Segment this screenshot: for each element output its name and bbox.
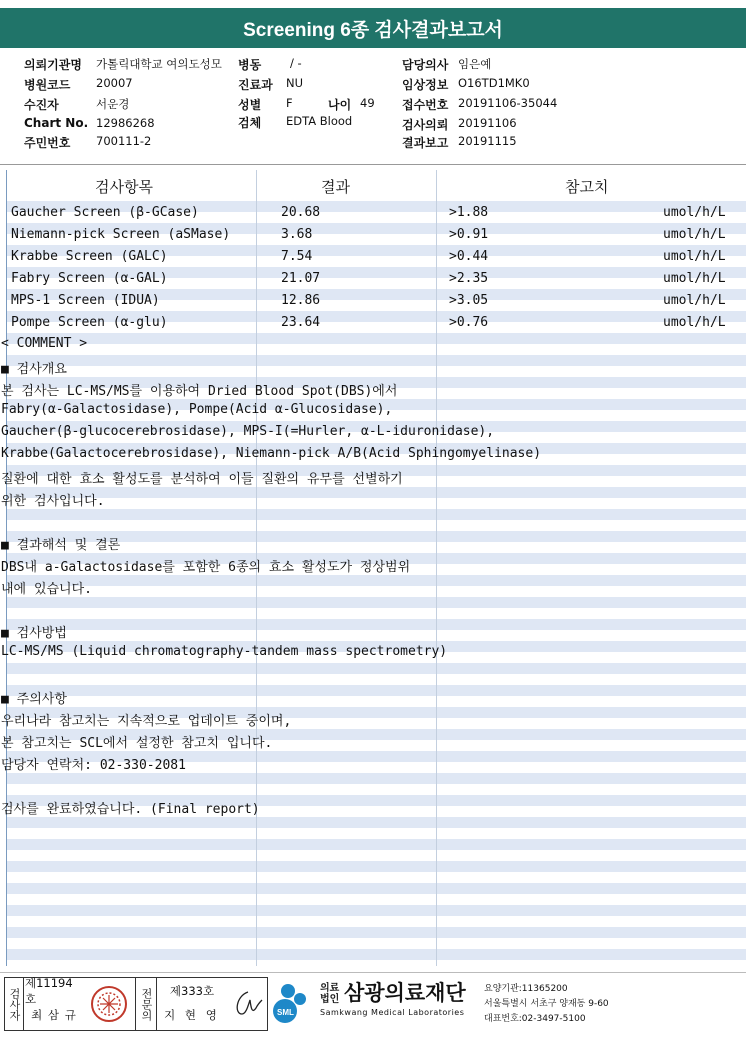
comment-line: 질환에 대한 효소 활성도를 분석하여 이들 질환의 유무를 선별하기 (1, 472, 403, 487)
tester-seal-icon (89, 984, 129, 1024)
row-stripe (7, 927, 746, 938)
report-title: Screening 6종 검사결과보고서 (0, 8, 746, 48)
comment-line: 위한 검사입니다. (1, 494, 105, 509)
org-name: 삼광의료재단 (344, 981, 466, 1005)
specialist-label: 전문의 (135, 978, 157, 1030)
test-result: 7.54 (281, 249, 313, 264)
row-stripe (7, 619, 746, 630)
results-table (1, 170, 746, 966)
test-item: Gaucher Screen (β-GCase) (11, 205, 199, 220)
comment-line: Fabry(α-Galactosidase), Pompe(Acid α-Glucosidase), (1, 402, 393, 417)
info-value-resident-no: 700111-2 (96, 134, 152, 148)
reference-unit: umol/h/L (663, 271, 726, 286)
comment-line: 담당자 연락처: 02-330-2081 (1, 758, 186, 773)
comment-line: 우리나라 참고치는 지속적으로 업데이트 중이며, (1, 714, 292, 729)
row-stripe (7, 861, 746, 872)
row-stripe (7, 575, 746, 586)
header-result: 결과 (321, 178, 350, 196)
row-stripe (7, 817, 746, 828)
signature-box (4, 977, 268, 1031)
comment-line: 검사를 완료하였습니다. (Final report) (1, 802, 260, 817)
test-result: 3.68 (281, 227, 313, 242)
test-item: MPS-1 Screen (IDUA) (11, 293, 160, 308)
reference-unit: umol/h/L (663, 315, 726, 330)
row-stripe (7, 949, 746, 960)
institution-code: 요양기관:11365200 (484, 984, 568, 994)
comment-line: 본 검사는 LC-MS/MS를 이용하여 Dried Blood Spot(DBS)에서 (1, 384, 398, 399)
reference-range: >0.44 (449, 249, 489, 264)
row-stripe (7, 597, 746, 608)
comment-line: ■ 검사개요 (1, 362, 67, 377)
comment-line: LC-MS/MS (Liquid chromatography-tandem mass spectrometry) (1, 644, 448, 659)
info-label-sex: 성별 (238, 98, 262, 112)
info-label-resident-no: 주민번호 (24, 136, 71, 150)
row-stripe (7, 509, 746, 520)
org-address: 서울특별시 서초구 양재동 9-60 (484, 999, 609, 1009)
specialist-license-no: 제333호 (169, 984, 215, 998)
reference-range: >0.76 (449, 315, 489, 330)
info-label-request-date: 검사의뢰 (402, 118, 449, 132)
specialist-signature-icon (227, 984, 265, 1024)
row-stripe (7, 487, 746, 498)
info-value-receipt-no: 20191106-35044 (458, 96, 558, 110)
tester-license-no: 제11194호 (25, 976, 73, 1006)
info-label-ward: 병동 (238, 58, 262, 72)
row-stripe (7, 663, 746, 674)
info-value-dept: NU (286, 76, 304, 90)
comment-line: 본 참고치는 SCL에서 설정한 참고치 입니다. (1, 736, 273, 751)
org-phone: 대표번호:02-3497-5100 (484, 1014, 586, 1024)
info-value-request-date: 20191106 (458, 116, 517, 130)
test-result: 23.64 (281, 315, 321, 330)
info-label-clinical-info: 임상정보 (402, 78, 449, 92)
comment-line: < COMMENT > (1, 336, 88, 351)
comment-line: ■ 검사방법 (1, 626, 67, 641)
comment-line: ■ 결과해석 및 결론 (1, 538, 121, 553)
comment-line: ■ 주의사항 (1, 692, 67, 707)
row-stripe (7, 355, 746, 366)
row-stripe (7, 333, 746, 344)
info-label-patient: 수진자 (24, 98, 59, 112)
info-value-doctor: 임은예 (458, 57, 492, 71)
info-value-age: 49 (360, 96, 375, 110)
svg-text:SML: SML (277, 1008, 294, 1017)
row-stripe (7, 839, 746, 850)
info-value-report-date: 20191115 (458, 134, 517, 148)
info-label-doctor: 담당의사 (402, 58, 449, 72)
info-value-ward: / - (290, 56, 302, 70)
info-label-report-date: 결과보고 (402, 136, 449, 150)
reference-unit: umol/h/L (663, 293, 726, 308)
comment-line: Krabbe(Galactocerebrosidase), Niemann-pick A/B(Acid Sphingomyelinase) (1, 446, 542, 461)
reference-unit: umol/h/L (663, 205, 726, 220)
info-value-patient: 서운경 (96, 97, 130, 111)
org-name-en: Samkwang Medical Laboratories (320, 1008, 465, 1017)
info-value-sex: F (286, 96, 293, 110)
test-result: 21.07 (281, 271, 321, 286)
reference-unit: umol/h/L (663, 227, 726, 242)
info-label-receipt-no: 접수번호 (402, 98, 449, 112)
info-value-chart-no: 12986268 (96, 116, 155, 130)
test-item: Fabry Screen (α-GAL) (11, 271, 168, 286)
info-label-dept: 진료과 (238, 78, 273, 92)
test-item: Pompe Screen (α-glu) (11, 315, 168, 330)
reference-unit: umol/h/L (663, 249, 726, 264)
comment-line: Gaucher(β-glucocerebrosidase), MPS-I(=Hurler, α-L-iduronidase), (1, 424, 495, 439)
info-label-age: 나이 (328, 98, 352, 112)
report-footer (0, 972, 746, 1041)
info-value-clinical-info: O16TD1MK0 (458, 76, 530, 90)
reference-range: >0.91 (449, 227, 489, 242)
column-divider (436, 170, 437, 966)
info-label-institution: 의뢰기관명 (24, 58, 82, 72)
comment-line: 내에 있습니다. (1, 582, 93, 597)
info-label-hospital-code: 병원코드 (24, 78, 71, 92)
patient-info (0, 52, 746, 162)
specialist-name: 지 현 영 (164, 1008, 220, 1022)
header-item: 검사항목 (95, 178, 153, 196)
reference-range: >1.88 (449, 205, 489, 220)
test-result: 20.68 (281, 205, 321, 220)
info-divider (0, 164, 746, 165)
comment-line: DBS내 a-Galactosidase를 포함한 6종의 효소 활성도가 정상범위 (1, 560, 411, 575)
info-value-institution: 가톨릭대학교 여의도성모 (96, 57, 222, 71)
reference-range: >3.05 (449, 293, 489, 308)
info-value-hospital-code: 20007 (96, 76, 133, 90)
test-result: 12.86 (281, 293, 321, 308)
reference-range: >2.35 (449, 271, 489, 286)
info-label-chart-no: Chart No. (24, 116, 89, 130)
info-label-specimen: 검체 (238, 116, 262, 130)
org-type: 의료법인 (320, 983, 340, 1005)
header-reference: 참고치 (565, 178, 609, 196)
tester-name: 최 삼 규 (31, 1008, 77, 1022)
test-item: Krabbe Screen (GALC) (11, 249, 168, 264)
row-stripe (7, 773, 746, 784)
table-header (7, 170, 746, 200)
row-stripe (7, 905, 746, 916)
test-item: Niemann-pick Screen (aSMase) (11, 227, 231, 242)
row-stripe (7, 685, 746, 696)
tester-label: 검사자 (5, 978, 24, 1030)
row-stripe (7, 883, 746, 894)
info-value-specimen: EDTA Blood (286, 114, 353, 128)
sml-logo-icon (270, 979, 316, 1025)
